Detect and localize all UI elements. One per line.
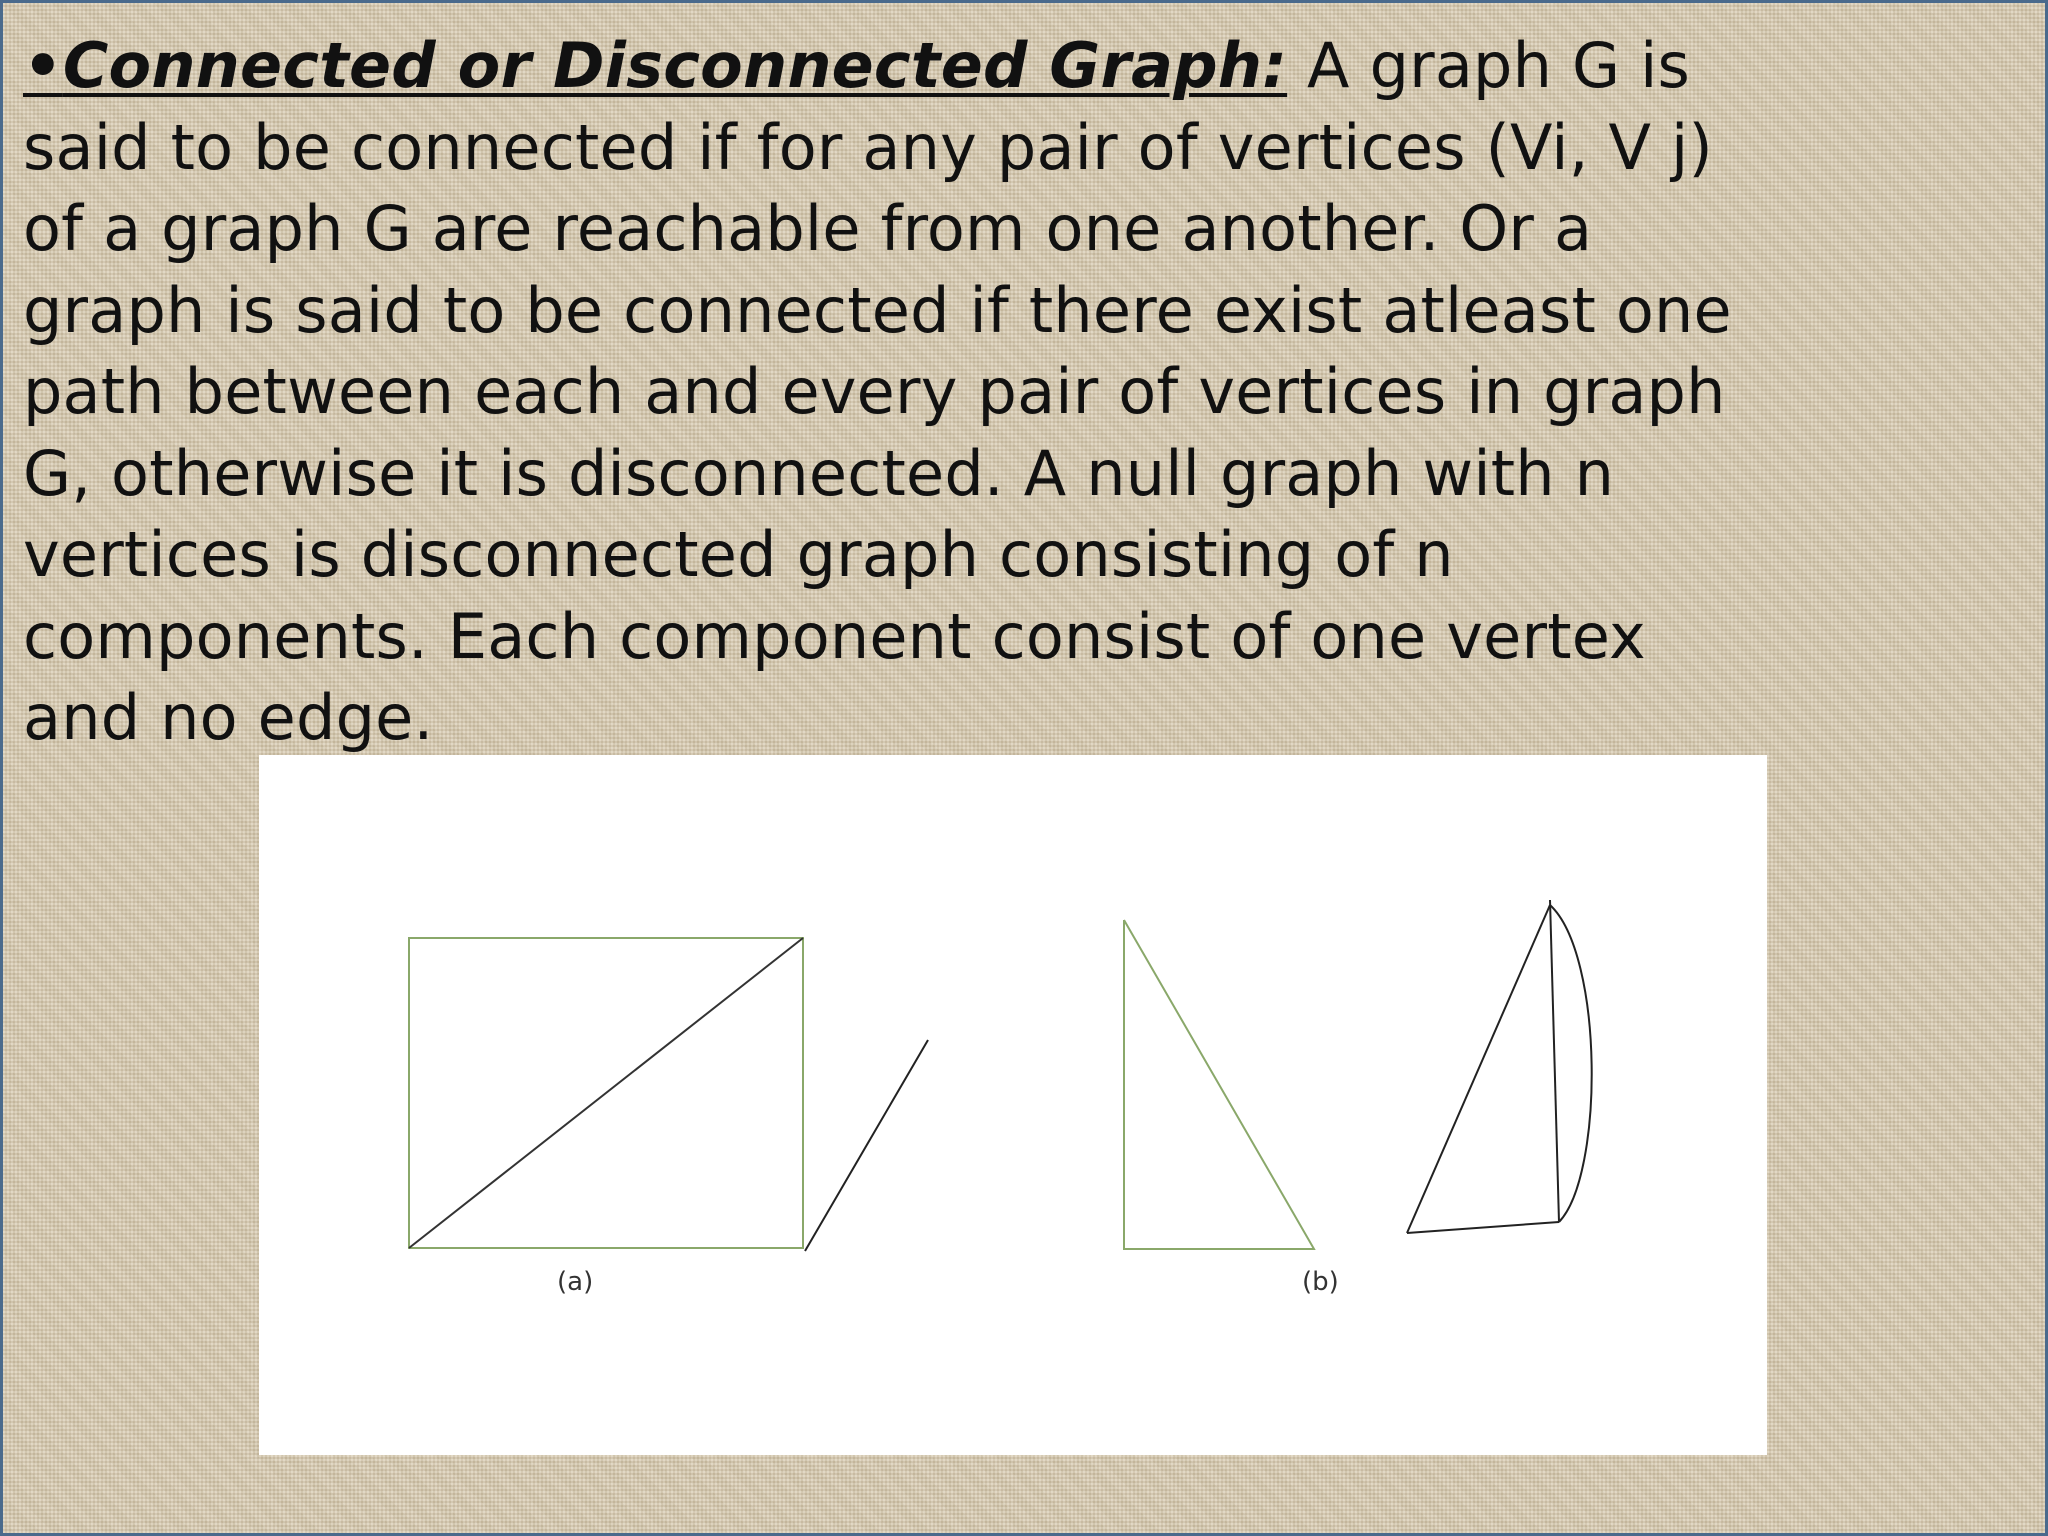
figure-label-a: (a) <box>557 1267 594 1297</box>
graph-a-isolated-edge <box>805 1040 928 1251</box>
definition-paragraph <box>23 25 1783 759</box>
figure-label-b: (b) <box>1302 1267 1339 1297</box>
bullet-glyph: • <box>23 29 63 102</box>
graph-b-base-edge <box>1407 1222 1559 1233</box>
heading-text: Connected or Disconnected Graph: <box>62 29 1288 102</box>
graph-figure <box>259 755 1767 1455</box>
graph-a-diagonal-edge <box>409 938 803 1248</box>
graph-b-curved-edge <box>1550 905 1592 1222</box>
graph-b-vertical-edge <box>1550 900 1559 1222</box>
definition-body: A graph G is said to be connected if for any pair of vertices (Vi, V j) of a graph G are reachable from one another. Or a graph is said to be connected if there exist atleast one path between each and every pair of vertices in graph G, otherwise it is disconnected. A null graph with n vertices is disconnected graph consisting of n components. Each component consist of one vertex and no edge. <box>23 29 1732 754</box>
section-heading <box>23 29 1287 102</box>
graph-b-slanted-edge <box>1407 905 1550 1233</box>
graph-drawings <box>259 755 1767 1455</box>
graph-b-triangle-edges <box>1124 920 1314 1249</box>
